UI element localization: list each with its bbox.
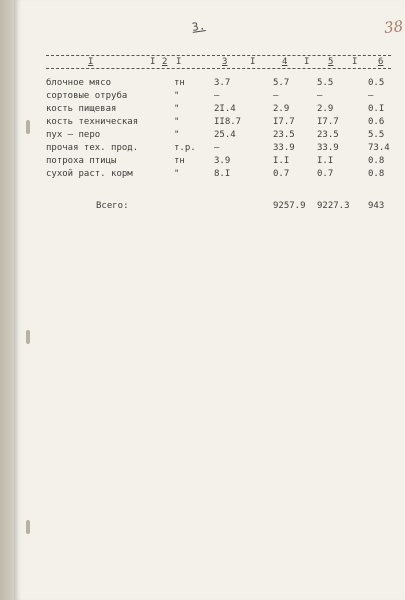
item-name: кость пищевая <box>46 104 117 114</box>
table-top-rule <box>46 55 391 56</box>
item-unit: " <box>174 169 180 179</box>
table-row <box>14 116 405 129</box>
item-col-5: – <box>317 91 323 101</box>
item-name: пух – перо <box>46 130 101 140</box>
table-row <box>14 77 405 90</box>
item-col-3: II8.7 <box>214 117 242 127</box>
item-unit: тн <box>174 78 185 88</box>
total-col-5: 9227.3 <box>317 201 350 211</box>
item-col-3: 8.I <box>214 169 231 179</box>
item-col-6: 73.4 <box>368 143 390 153</box>
item-col-3: 2I.4 <box>214 104 236 114</box>
item-unit: тн <box>174 156 185 166</box>
item-col-6: 0.5 <box>368 78 385 88</box>
item-name: сортовые отруба <box>46 91 128 101</box>
item-unit: " <box>174 117 180 127</box>
header-col-2: 2 <box>162 57 168 67</box>
header-separator: I <box>352 57 358 67</box>
item-col-5: 0.7 <box>317 169 334 179</box>
item-col-4: I.I <box>273 156 290 166</box>
item-col-6: 0.8 <box>368 169 385 179</box>
item-col-4: 0.7 <box>273 169 290 179</box>
total-col-4: 9257.9 <box>273 201 306 211</box>
item-name: кость техническая <box>46 117 139 127</box>
table-row <box>14 142 405 155</box>
item-unit: " <box>174 130 180 140</box>
item-name: потроха птицы <box>46 156 117 166</box>
document-page <box>14 0 405 600</box>
item-col-4: I7.7 <box>273 117 295 127</box>
item-col-5: 2.9 <box>317 104 334 114</box>
item-col-4: 23.5 <box>273 130 295 140</box>
header-col-1: I <box>88 57 94 67</box>
item-col-6: 0.8 <box>368 156 385 166</box>
header-col-5: 5 <box>328 57 334 67</box>
header-separator: I <box>176 57 182 67</box>
item-col-4: 5.7 <box>273 78 290 88</box>
item-col-6: 0.I <box>368 104 385 114</box>
item-name: блочное мясо <box>46 78 112 88</box>
table-row <box>14 129 405 142</box>
total-label: Всего: <box>96 201 129 211</box>
item-col-3: – <box>214 143 220 153</box>
header-separator: I <box>250 57 256 67</box>
item-unit: т.р. <box>174 143 196 153</box>
item-col-6: 0.6 <box>368 117 385 127</box>
header-separator: I <box>150 57 156 67</box>
header-col-6: 6 <box>378 57 384 67</box>
item-col-4: – <box>273 91 279 101</box>
binding-hole-mark <box>26 520 30 534</box>
item-col-4: 2.9 <box>273 104 290 114</box>
total-col-6: 943 <box>368 201 385 211</box>
binding-hole-mark <box>26 330 30 344</box>
item-col-3: 3.9 <box>214 156 231 166</box>
item-col-3: 25.4 <box>214 130 236 140</box>
page-number: 3. <box>191 19 207 34</box>
item-name: прочая тех. прод. <box>46 143 139 153</box>
table-row <box>14 90 405 103</box>
header-col-3: 3 <box>222 57 228 67</box>
item-col-5: 23.5 <box>317 130 339 140</box>
item-col-5: 5.5 <box>317 78 334 88</box>
item-unit: " <box>174 91 180 101</box>
item-col-6: – <box>368 91 374 101</box>
table-row <box>14 155 405 168</box>
header-bottom-rule <box>46 68 391 69</box>
table-row <box>14 168 405 181</box>
item-col-6: 5.5 <box>368 130 385 140</box>
item-col-3: 3.7 <box>214 78 231 88</box>
left-binding-strip <box>0 0 14 600</box>
item-col-4: 33.9 <box>273 143 295 153</box>
item-name: сухой раст. корм <box>46 169 133 179</box>
header-col-4: 4 <box>282 57 288 67</box>
item-unit: " <box>174 104 180 114</box>
item-col-5: 33.9 <box>317 143 339 153</box>
archive-sheet-number: 38 <box>383 17 404 37</box>
item-col-3: – <box>214 91 220 101</box>
header-separator: I <box>304 57 310 67</box>
item-col-5: I.I <box>317 156 334 166</box>
item-col-5: I7.7 <box>317 117 339 127</box>
table-row <box>14 103 405 116</box>
